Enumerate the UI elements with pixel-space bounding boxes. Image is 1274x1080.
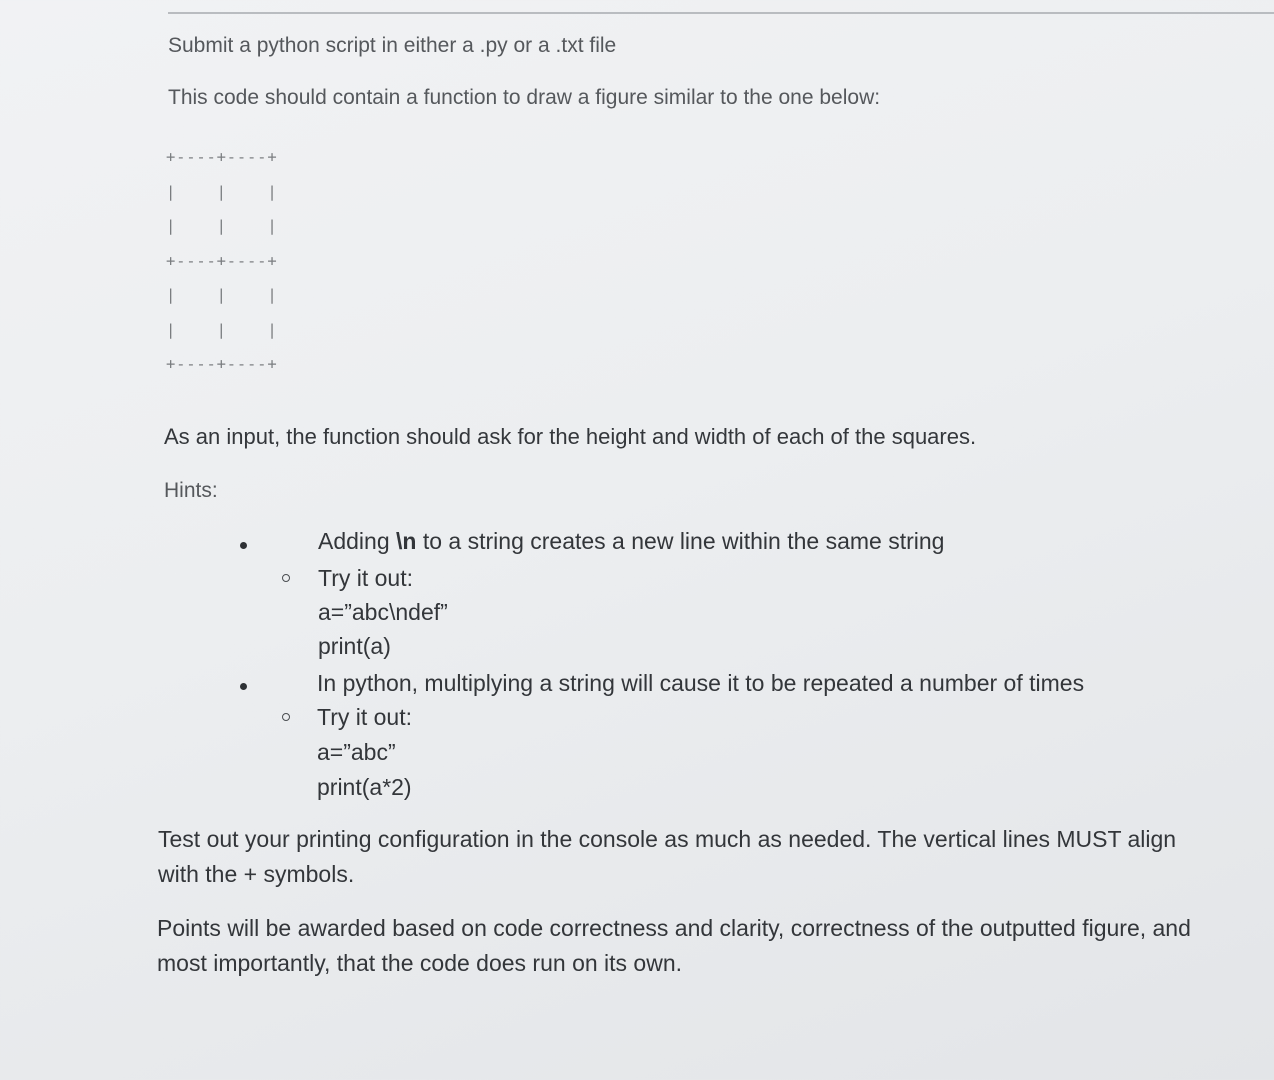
hint-1-code-line-1: a=”abc\ndef” (318, 599, 448, 625)
test-paragraph: Test out your printing configuration in the console as much as needed. The vertical lines MUST align with the + symbols. (158, 826, 1177, 887)
top-divider (168, 12, 1274, 14)
intro-line-1: Submit a python script in either a .py or a .txt file (168, 34, 617, 57)
bullet-dot-icon (240, 683, 247, 690)
bullet-circle-icon (282, 713, 290, 721)
hint-2-text (317, 670, 1084, 697)
hint-1-code: \n (396, 528, 417, 554)
hint-1-before: Adding (318, 528, 397, 554)
bullet-dot-icon (240, 542, 247, 549)
input-note: As an input, the function should ask for the height and width of each of the squares. (164, 424, 977, 449)
ascii-grid-figure: +----+----+ | | | | | | +----+----+ | | | | | | +----+----+ (166, 148, 278, 373)
intro-line-2: This code should contain a function to draw a figure similar to the one below: (168, 86, 881, 109)
hint-2-before: In python, multiplying a string will cause it to be repeated a number of times (317, 670, 1085, 696)
bullet-circle-icon (282, 574, 290, 582)
hint-1-code-line-2: print(a) (318, 633, 391, 659)
hint-2-code-line-2: print(a*2) (317, 774, 412, 800)
hint-2-code-line-1: a=”abc” (317, 739, 396, 765)
hint-1-sub-label: Try it out: (318, 565, 413, 591)
hint-1-after: to a string creates a new line within the same string (416, 528, 945, 554)
hint-1-text (318, 528, 944, 555)
hints-label: Hints: (164, 479, 218, 502)
hint-2-sub-label: Try it out: (317, 704, 412, 730)
points-paragraph: Points will be awarded based on code correctness and clarity, correctness of the outputted figure, and most importantly, that the code does run on its own. (157, 915, 1191, 976)
